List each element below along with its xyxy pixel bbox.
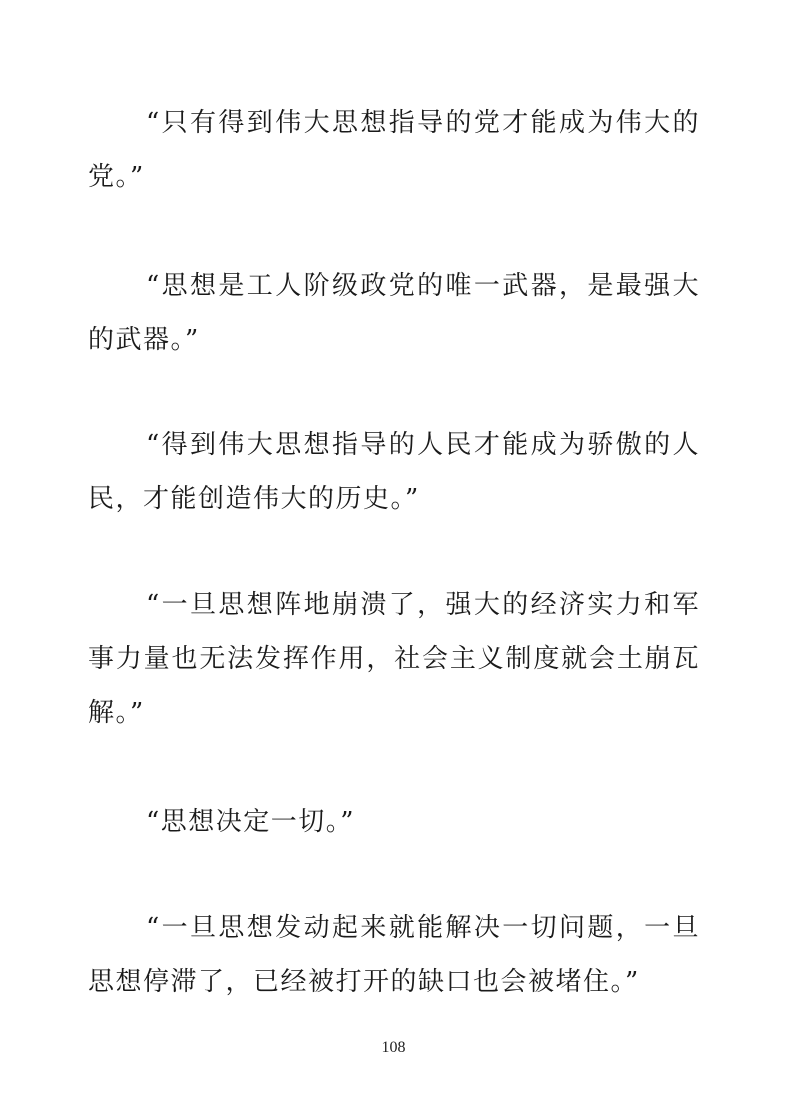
page-number: 108 [381, 1039, 406, 1056]
quote-paragraph: “思想决定一切。” [146, 807, 356, 837]
quote-paragraph: “一旦思想阵地崩溃了，强大的经济实力和军事力量也无法发挥作用，社会主义制度就会土崩瓦解。” [88, 590, 700, 728]
quote-paragraph: “得到伟大思想指导的人民才能成为骄傲的人民，才能创造伟大的历史。” [88, 430, 700, 514]
quote-paragraph: “思想是工人阶级政党的唯一武器，是最强大的武器。” [88, 271, 700, 355]
quote-paragraph: “一旦思想发动起来就能解决一切问题，一旦思想停滞了，已经被打开的缺口也会被堵住。” [88, 913, 700, 997]
quote-paragraph: “只有得到伟大思想指导的党才能成为伟大的党。” [88, 108, 700, 192]
